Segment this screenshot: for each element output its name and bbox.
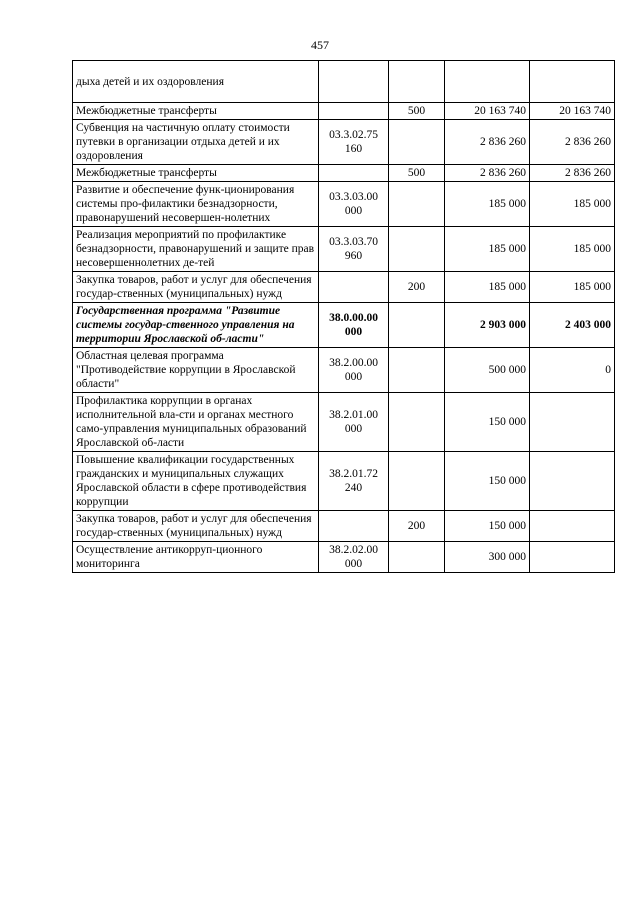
row-sum-2: 2 836 260 [530,120,615,165]
budget-table [72,60,615,573]
table-row [73,542,615,573]
row-sum-1: 150 000 [445,393,530,452]
row-sum-1: 2 903 000 [445,303,530,348]
row-name: Закупка товаров, работ и услуг для обеспечения государ-ственных (муниципальных) нужд [73,272,319,303]
row-expense-type [389,452,445,511]
row-sum-1: 2 836 260 [445,165,530,182]
row-sum-1: 185 000 [445,227,530,272]
row-sum-2: 185 000 [530,182,615,227]
table-row [73,272,615,303]
row-sum-1: 150 000 [445,511,530,542]
row-code: 38.2.01.72 240 [319,452,389,511]
row-sum-2 [530,511,615,542]
row-name: Закупка товаров, работ и услуг для обеспечения государ-ственных (муниципальных) нужд [73,511,319,542]
row-sum-2 [530,542,615,573]
row-code: 38.0.00.00 000 [319,303,389,348]
page-number: 457 [311,38,329,52]
table-row-program [73,303,615,348]
row-sum-2: 185 000 [530,272,615,303]
row-sum-1: 300 000 [445,542,530,573]
row-sum-2 [530,61,615,103]
row-expense-type [389,393,445,452]
row-code [319,103,389,120]
row-expense-type [389,61,445,103]
row-expense-type: 200 [389,272,445,303]
row-code: 38.2.00.00 000 [319,348,389,393]
table-row [73,165,615,182]
row-expense-type [389,120,445,165]
row-sum-1: 2 836 260 [445,120,530,165]
row-sum-1 [445,61,530,103]
table-row [73,182,615,227]
row-name: Осуществление антикорруп-ционного мониторинга [73,542,319,573]
row-expense-type [389,348,445,393]
row-sum-2: 2 403 000 [530,303,615,348]
row-name: Межбюджетные трансферты [73,165,319,182]
row-sum-1: 20 163 740 [445,103,530,120]
table-row [73,393,615,452]
row-expense-type: 200 [389,511,445,542]
table-row [73,120,615,165]
row-expense-type [389,182,445,227]
row-code: 38.2.01.00 000 [319,393,389,452]
row-code [319,165,389,182]
row-code [319,61,389,103]
row-expense-type [389,542,445,573]
table-row [73,61,615,103]
row-code [319,511,389,542]
row-name: Субвенция на частичную оплату стоимости путевки в организации отдыха детей и их оздоровления [73,120,319,165]
row-sum-2 [530,452,615,511]
row-name: Профилактика коррупции в органах исполнительной вла-сти и органах местного само-управления муниципальных образований Ярославской об-ласти [73,393,319,452]
row-name: дыха детей и их оздоровления [73,61,319,103]
row-name: Областная целевая программа "Противодействие коррупции в Ярославской области" [73,348,319,393]
row-sum-1: 185 000 [445,272,530,303]
row-expense-type: 500 [389,165,445,182]
row-name: Повышение квалификации государственных гражданских и муниципальных служащих Ярославской области в сфере противодействия коррупции [73,452,319,511]
row-expense-type [389,227,445,272]
table-row [73,348,615,393]
row-expense-type: 500 [389,103,445,120]
table-row [73,103,615,120]
row-code [319,272,389,303]
row-expense-type [389,303,445,348]
row-sum-2: 185 000 [530,227,615,272]
table-row [73,227,615,272]
row-sum-1: 150 000 [445,452,530,511]
row-name: Развитие и обеспечение функ-ционирования системы про-филактики безнадзорности, правонарушений несовершен-нолетних [73,182,319,227]
row-sum-1: 185 000 [445,182,530,227]
row-sum-2: 2 836 260 [530,165,615,182]
row-sum-2: 20 163 740 [530,103,615,120]
row-code: 03.3.03.70 960 [319,227,389,272]
table-row [73,452,615,511]
row-name: Реализация мероприятий по профилактике безнадзорности, правонарушений и защите прав несовершеннолетних де-тей [73,227,319,272]
row-name: Государственная программа "Развитие системы государ-ственного управления на территории Ярославской об-ласти" [73,303,319,348]
row-name: Межбюджетные трансферты [73,103,319,120]
table-row [73,511,615,542]
row-code: 38.2.02.00 000 [319,542,389,573]
row-sum-2: 0 [530,348,615,393]
row-code: 03.3.02.75 160 [319,120,389,165]
row-sum-1: 500 000 [445,348,530,393]
row-code: 03.3.03.00 000 [319,182,389,227]
row-sum-2 [530,393,615,452]
